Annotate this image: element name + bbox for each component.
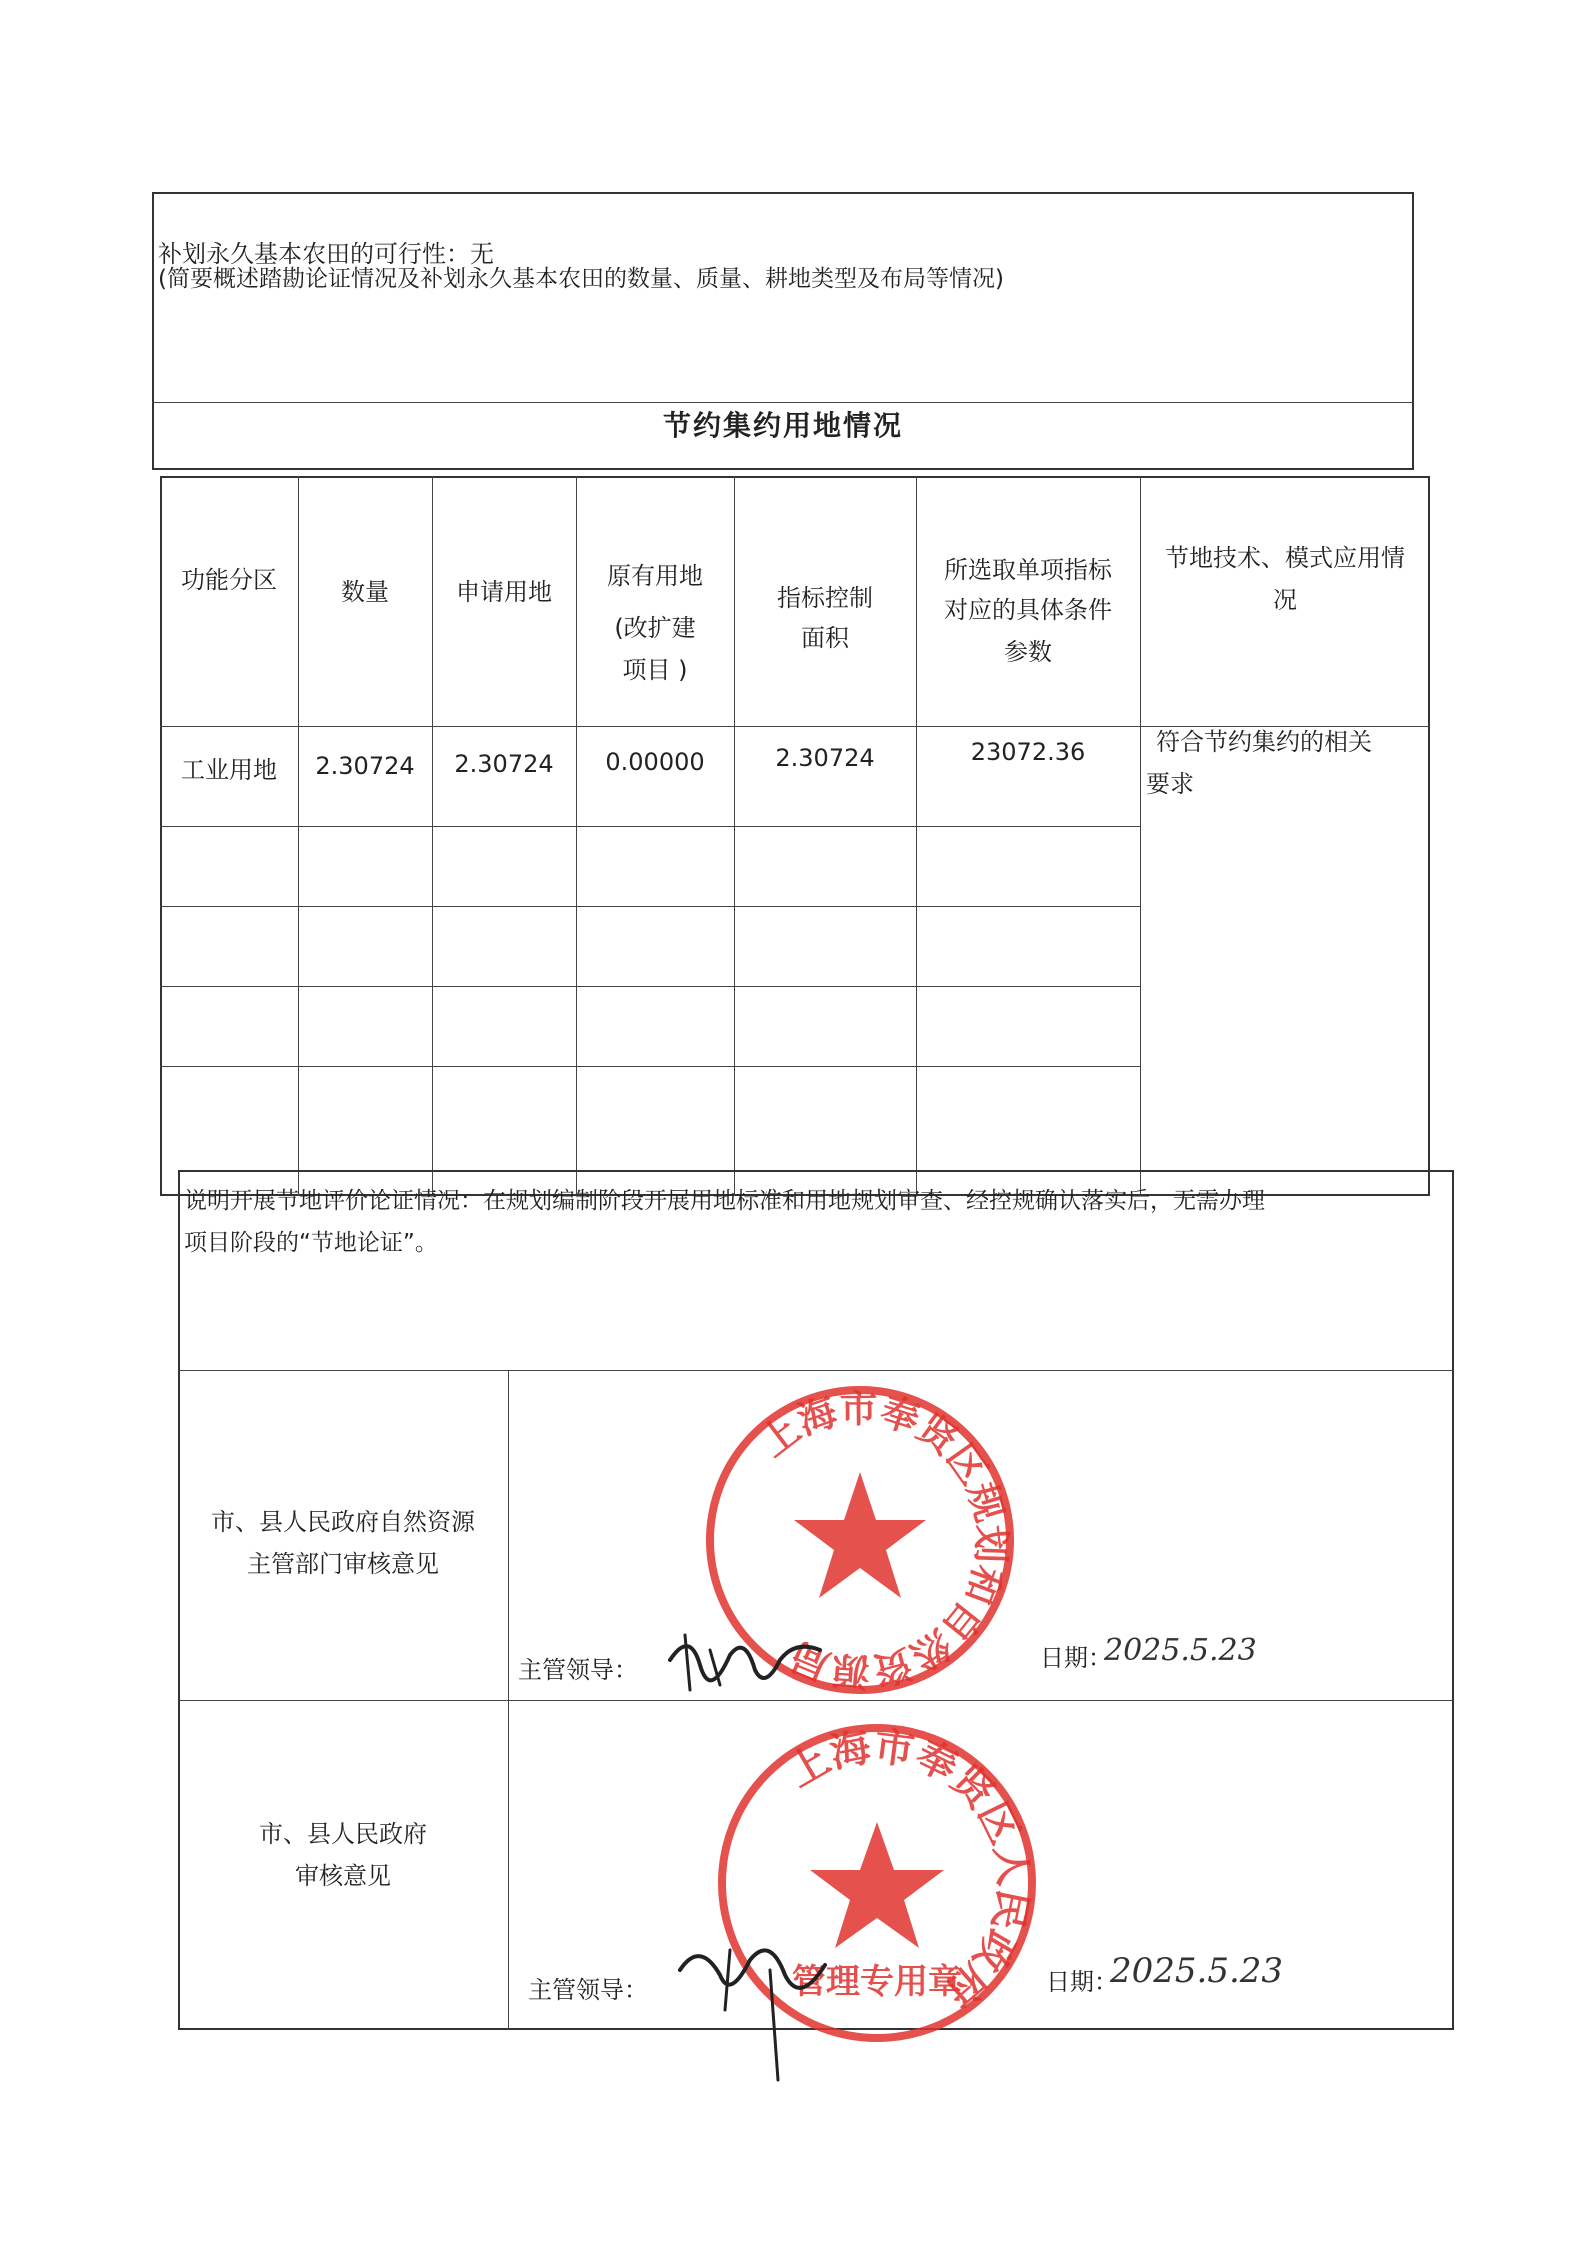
cell-existing: 0.00000	[605, 748, 705, 776]
header-quantity: 数量	[341, 578, 389, 606]
header-tech: 节地技术、模式应用情	[1165, 544, 1405, 572]
header-existing: 原有用地	[607, 562, 703, 590]
divider	[178, 1700, 1454, 1701]
section-title: 节约集约用地情况	[662, 409, 903, 442]
seal-text: 上海市奉贤区人民政府	[780, 1723, 1037, 2016]
header-existing-2: (改扩建	[614, 614, 696, 642]
review2-date: 2025.5.23	[1110, 1951, 1284, 1991]
header-param-3: 参数	[1004, 638, 1052, 666]
header-zone: 功能分区	[181, 566, 277, 594]
review1-label: 市、县人民政府自然资源	[211, 1508, 475, 1536]
feasibility-line: 补划永久基本农田的可行性：无	[158, 240, 494, 268]
cell-tech-2: 要求	[1146, 770, 1194, 798]
header-param-2: 对应的具体条件	[944, 596, 1112, 624]
review2-leader-label: 主管领导：	[528, 1976, 648, 2004]
hint-line: (简要概述踏勘论证情况及补划永久基本农田的数量、质量、耕地类型及布局等情况)	[158, 266, 1004, 292]
cell-tech: 符合节约集约的相关	[1156, 728, 1372, 756]
header-existing-3: 项目 )	[622, 656, 688, 684]
row-line	[160, 906, 1140, 907]
review2-label-2: 审核意见	[295, 1862, 391, 1890]
header-tech-2: 况	[1273, 586, 1297, 614]
review1-date: 2025.5.23	[1104, 1633, 1257, 1668]
row-line	[160, 986, 1140, 987]
review2-date-label: 日期：	[1046, 1968, 1118, 1996]
row-line	[160, 1066, 1140, 1067]
review1-label-2: 主管部门审核意见	[247, 1550, 439, 1578]
review2-label: 市、县人民政府	[259, 1820, 427, 1848]
review1-leader-label: 主管领导：	[518, 1656, 638, 1684]
header-applied: 申请用地	[456, 578, 552, 606]
divider	[178, 1370, 1454, 1371]
cell-zone: 工业用地	[181, 756, 277, 784]
seal-bottom-text: 管理专用章	[792, 1962, 962, 2002]
header-indicator-2: 面积	[801, 624, 849, 652]
divider	[152, 402, 1414, 403]
review1-date-label: 日期：	[1040, 1644, 1112, 1672]
seal-text: 上海市奉贤区规划和自然资源局	[751, 1386, 1014, 1694]
cell-param: 23072.36	[970, 738, 1086, 766]
row-line	[160, 826, 1140, 827]
cell-indicator: 2.30724	[775, 744, 875, 772]
signature	[660, 1620, 830, 1700]
explain-line-1: 说明开展节地评价论证情况：在规划编制阶段开展用地标准和用地规划审查、经控规确认落实后，无需办理	[184, 1188, 1265, 1214]
header-param: 所选取单项指标	[944, 556, 1112, 584]
signature	[660, 1930, 840, 2090]
explain-line-2: 项目阶段的“节地论证”。	[184, 1230, 438, 1256]
cell-applied: 2.30724	[454, 750, 554, 778]
header-indicator: 指标控制	[777, 584, 873, 612]
cell-quantity: 2.30724	[315, 752, 415, 780]
